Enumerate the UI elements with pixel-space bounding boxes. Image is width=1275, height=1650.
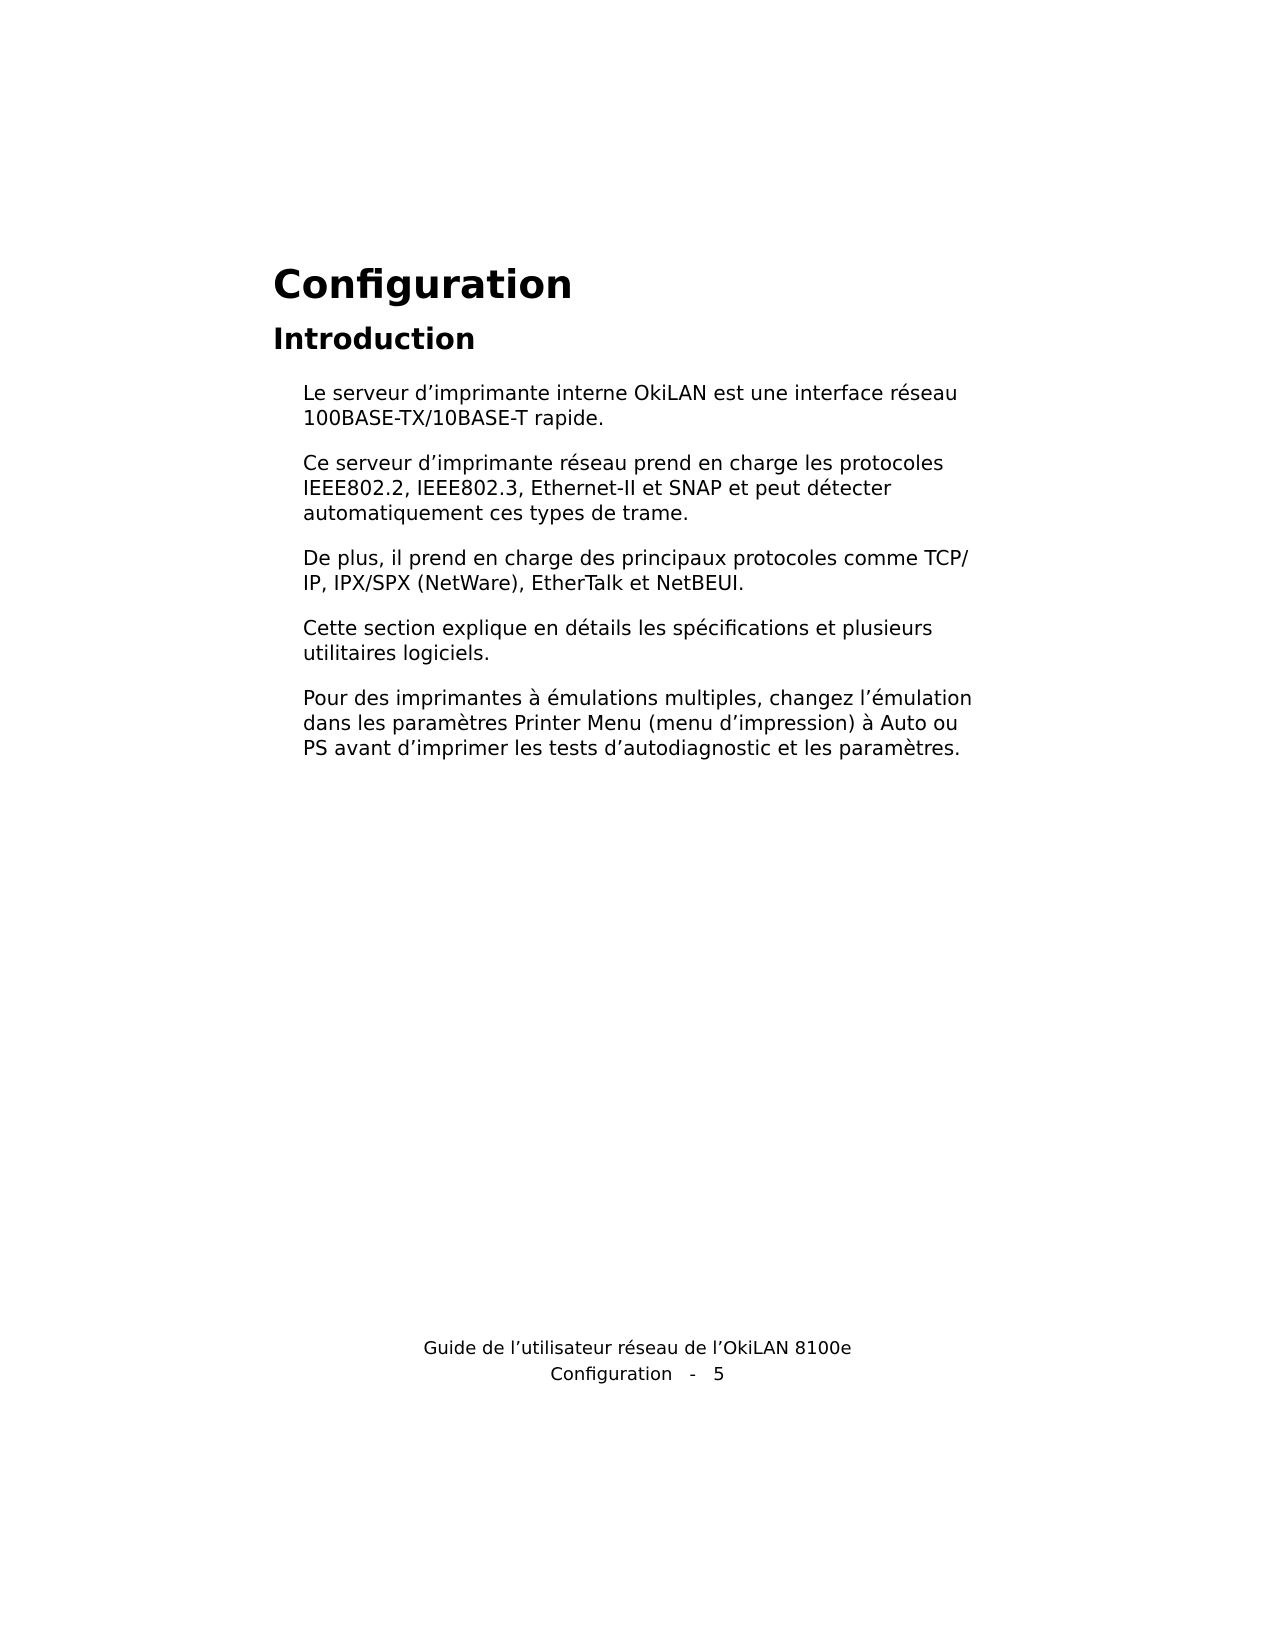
section-title: Introduction [273, 322, 476, 356]
paragraph-line: Le serveur d’imprimante interne OkiLAN est une interface réseau [303, 381, 958, 405]
page-footer [0, 1336, 1275, 1388]
paragraph-line: dans les paramètres Printer Menu (menu d’impression) à Auto ou [303, 711, 959, 735]
footer-guide-title: Guide de l’utilisateur réseau de l’OkiLAN 8100e [423, 1338, 852, 1359]
chapter-title: Configuration [273, 263, 573, 308]
paragraph-line: Ce serveur d’imprimante réseau prend en charge les protocoles [303, 451, 944, 475]
paragraph-line: Pour des imprimantes à émulations multiples, changez l’émulation [303, 686, 973, 710]
body-text [303, 381, 1003, 781]
paragraph-2 [303, 451, 1003, 526]
paragraph-line: Cette section explique en détails les spécifications et plusieurs [303, 616, 933, 640]
footer-page-number: Configuration - 5 [550, 1364, 725, 1385]
paragraph-3 [303, 546, 1003, 596]
paragraph-5 [303, 686, 1003, 761]
paragraph-1 [303, 381, 1003, 431]
paragraph-line: automatiquement ces types de trame. [303, 501, 689, 525]
paragraph-line: IP, IPX/SPX (NetWare), EtherTalk et NetBEUI. [303, 571, 745, 595]
paragraph-4 [303, 616, 1003, 666]
paragraph-line: IEEE802.2, IEEE802.3, Ethernet-II et SNAP et peut détecter [303, 476, 892, 500]
paragraph-line: 100BASE-TX/10BASE-T rapide. [303, 406, 605, 430]
paragraph-line: utilitaires logiciels. [303, 641, 490, 665]
paragraph-line: De plus, il prend en charge des principaux protocoles comme TCP/ [303, 546, 969, 570]
paragraph-line: PS avant d’imprimer les tests d’autodiagnostic et les paramètres. [303, 736, 961, 760]
